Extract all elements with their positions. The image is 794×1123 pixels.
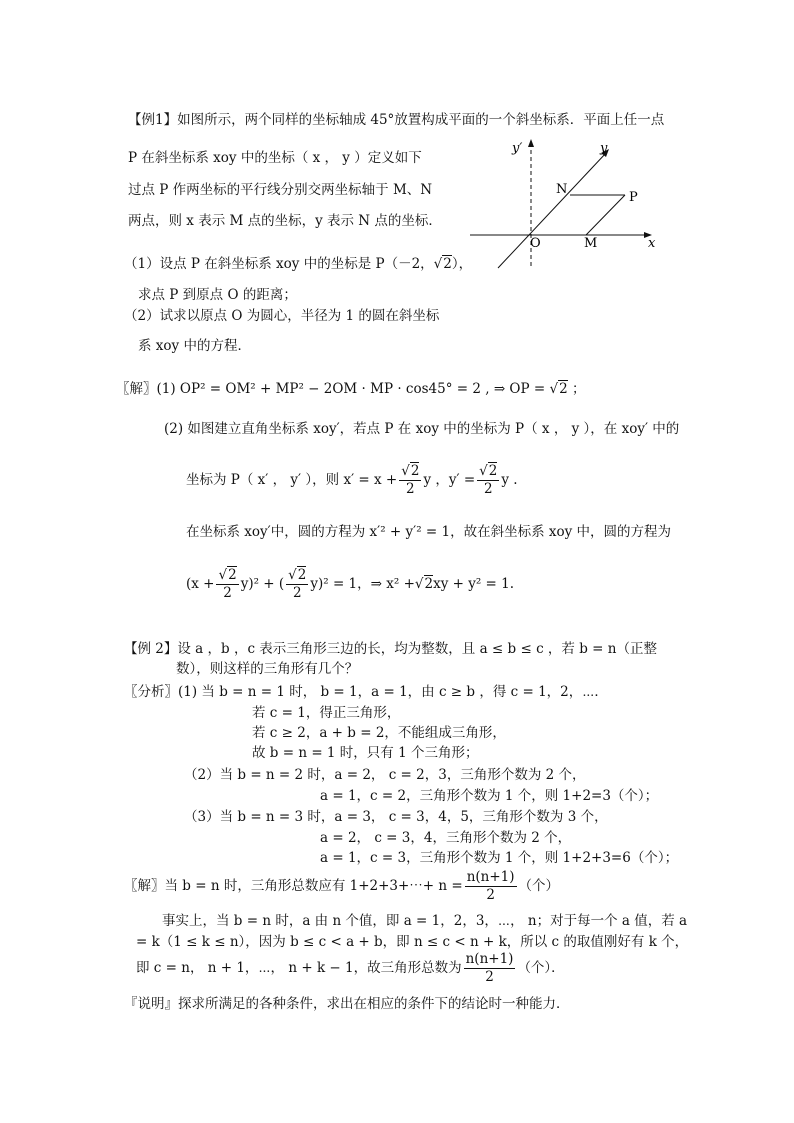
numerator: n(n+1): [465, 951, 514, 967]
sqrt-sign: √: [288, 567, 297, 583]
sqrt-radicand: 2: [424, 576, 434, 592]
question-1-text: （1）设点 P 在斜坐标系 xoy 中的坐标是 P（－2，: [124, 256, 434, 272]
solution-2-line-1: (2) 如图建立直角坐标系 xoy′，若点 P 在 xoy 中的坐标为 P（ x ， y ），在 xoy′ 中的: [164, 421, 680, 437]
note-line: 『说明』探求所满足的各种条件，求出在相应的条件下的结论时一种能力．: [124, 996, 570, 1012]
fraction-sqrt2-over-2: [477, 463, 499, 498]
oblique-coordinate-figure: [460, 135, 670, 275]
question-2-line-2: 系 xoy 中的方程．: [138, 338, 251, 354]
label-M: M: [584, 236, 598, 251]
numerator: 2: [297, 567, 307, 583]
sqrt-sign: √: [414, 576, 424, 592]
label-x: x: [648, 236, 656, 251]
fraction-sqrt2-over-2: [216, 567, 238, 602]
sqrt-radicand: 2: [559, 381, 568, 397]
solution-2-line-2: [186, 462, 518, 498]
numerator: 2: [410, 463, 420, 479]
label-y: y: [600, 141, 608, 156]
denominator: 2: [223, 585, 232, 601]
solution-line-3: = k（1 ≤ k ≤ n），因为 b ≤ c < a + b，即 n ≤ c < n + k，所以 c 的取值刚好有 k 个，: [136, 934, 689, 950]
solution-text: 即 c = n， n + 1，⋯， n + k − 1，故三角形总数为: [136, 960, 462, 976]
analysis-line-8: a = 2， c = 3，4，三角形个数为 2 个，: [320, 830, 572, 846]
solution-line-4: [136, 950, 565, 986]
solution-text: 〖解〗当 b = n 时，三角形总数应有 1+2+3+⋯+ n =: [124, 878, 463, 894]
label-N: N: [556, 182, 568, 197]
question-2-line-1: （2）试求以原点 O 为圆心，半径为 1 的圆在斜坐标: [124, 308, 440, 324]
example-2-line-2: 数），则这样的三角形有几个？: [176, 661, 359, 677]
equation-part-a: (x +: [186, 576, 215, 592]
sqrt-sign: √: [479, 463, 488, 479]
analysis-line-3: 若 c ≥ 2，a + b = 2，不能组成三角形，: [252, 725, 506, 741]
sqrt-sign: √: [401, 463, 410, 479]
denominator: 2: [486, 887, 495, 903]
question-1-line-1: [124, 255, 472, 273]
fraction-sqrt2-over-2: [286, 567, 308, 602]
solution-1: [116, 380, 585, 398]
denominator: 2: [406, 481, 415, 497]
numerator: n(n+1): [466, 869, 515, 885]
example-1-definition-line-1: P 在斜坐标系 xoy 中的坐标（ x ， y ）定义如下: [128, 150, 422, 166]
solution-2-line-4: [186, 566, 514, 602]
solution-end: （个）: [518, 878, 560, 894]
analysis-line-7: （3）当 b = n = 3 时，a = 3， c = 3，4，5，三角形个数为 3 个，: [184, 809, 608, 825]
label-P: P: [629, 190, 638, 205]
denominator: 2: [292, 585, 302, 601]
analysis-line-2: 若 c = 1，得正三角形，: [252, 705, 401, 721]
solution-2-mid: y ，y′ =: [423, 472, 476, 488]
solution-line-2: 事实上，当 b = n 时，a 由 n 个值，即 a = 1，2，3，⋯， n；对于每一个 a 值，若 a: [162, 913, 688, 929]
analysis-line-9: a = 1，c = 3，三角形个数为 1 个，则 1+2+3=6（个）；: [320, 850, 679, 866]
example-2-line-1: 【例 2】设 a ，b ，c 表示三角形三边的长，均为整数，且 a ≤ b ≤ c ，若 b = n（正整: [124, 641, 657, 657]
solution-line-1: [124, 868, 559, 904]
equation-part-b: y)² + (: [240, 576, 285, 592]
solution-1-text: 〖解〗(1) OP² = OM² + MP² − 2OM · MP · cos45° = 2 , ⇒ OP =: [116, 381, 550, 397]
equation-part-d: xy + y² = 1.: [433, 576, 515, 592]
fraction-sqrt2-over-2: [399, 463, 421, 498]
numerator: 2: [228, 567, 237, 583]
analysis-line-5: （2）当 b = n = 2 时，a = 2， c = 2，3，三角形个数为 2 个，: [184, 767, 586, 783]
y-prime-arrow: [528, 139, 534, 147]
question-1-end: ），: [451, 256, 473, 272]
solution-2-line-3: 在坐标系 xoy′中，圆的方程为 x′² + y′² = 1，故在斜坐标系 xoy 中，圆的方程为: [186, 524, 672, 540]
analysis-line-4: 故 b = n = 1 时，只有 1 个三角形；: [252, 745, 479, 761]
question-1-line-2: 求点 P 到原点 O 的距离；: [138, 287, 297, 303]
solution-2-prefix: 坐标为 P（ x′ ， y′ ），则 x′ = x +: [186, 472, 398, 488]
sqrt-radicand: 2: [443, 256, 452, 272]
label-y-prime: y′: [512, 141, 523, 156]
label-O: O: [530, 236, 541, 251]
example-1-definition-line-2: 过点 P 作两坐标的平行线分别交两坐标轴于 M、N: [128, 182, 433, 198]
fraction-n-n-plus-1-over-2: [465, 869, 517, 904]
denominator: 2: [483, 481, 493, 497]
solution-1-end: ；: [567, 381, 586, 397]
sqrt-sign: √: [433, 256, 443, 272]
analysis-line-1: 〖分析〗(1) 当 b = n = 1 时， b = 1，a = 1，由 c ≥ b ，得 c = 1，2，⋯．: [124, 684, 608, 700]
line-P-M: [586, 195, 625, 235]
numerator: 2: [488, 463, 498, 479]
example-1-definition-line-3: 两点，则 x 表示 M 点的坐标，y 表示 N 点的坐标．: [128, 213, 442, 229]
sqrt-sign: √: [549, 381, 559, 397]
sqrt-sign: √: [218, 567, 228, 583]
solution-end: （个）．: [517, 960, 565, 976]
example-1-intro: 【例1】如图所示，两个同样的坐标轴成 45°放置构成平面的一个斜坐标系．平面上任一点: [128, 112, 665, 128]
equation-part-c: y)² = 1，⇒ x² +: [310, 576, 415, 592]
fraction-n-n-plus-1-over-2: [464, 951, 516, 986]
denominator: 2: [485, 969, 494, 985]
solution-2-end: y .: [501, 472, 518, 488]
analysis-line-6: a = 1，c = 2，三角形个数为 1 个，则 1+2=3（个）；: [320, 788, 659, 804]
